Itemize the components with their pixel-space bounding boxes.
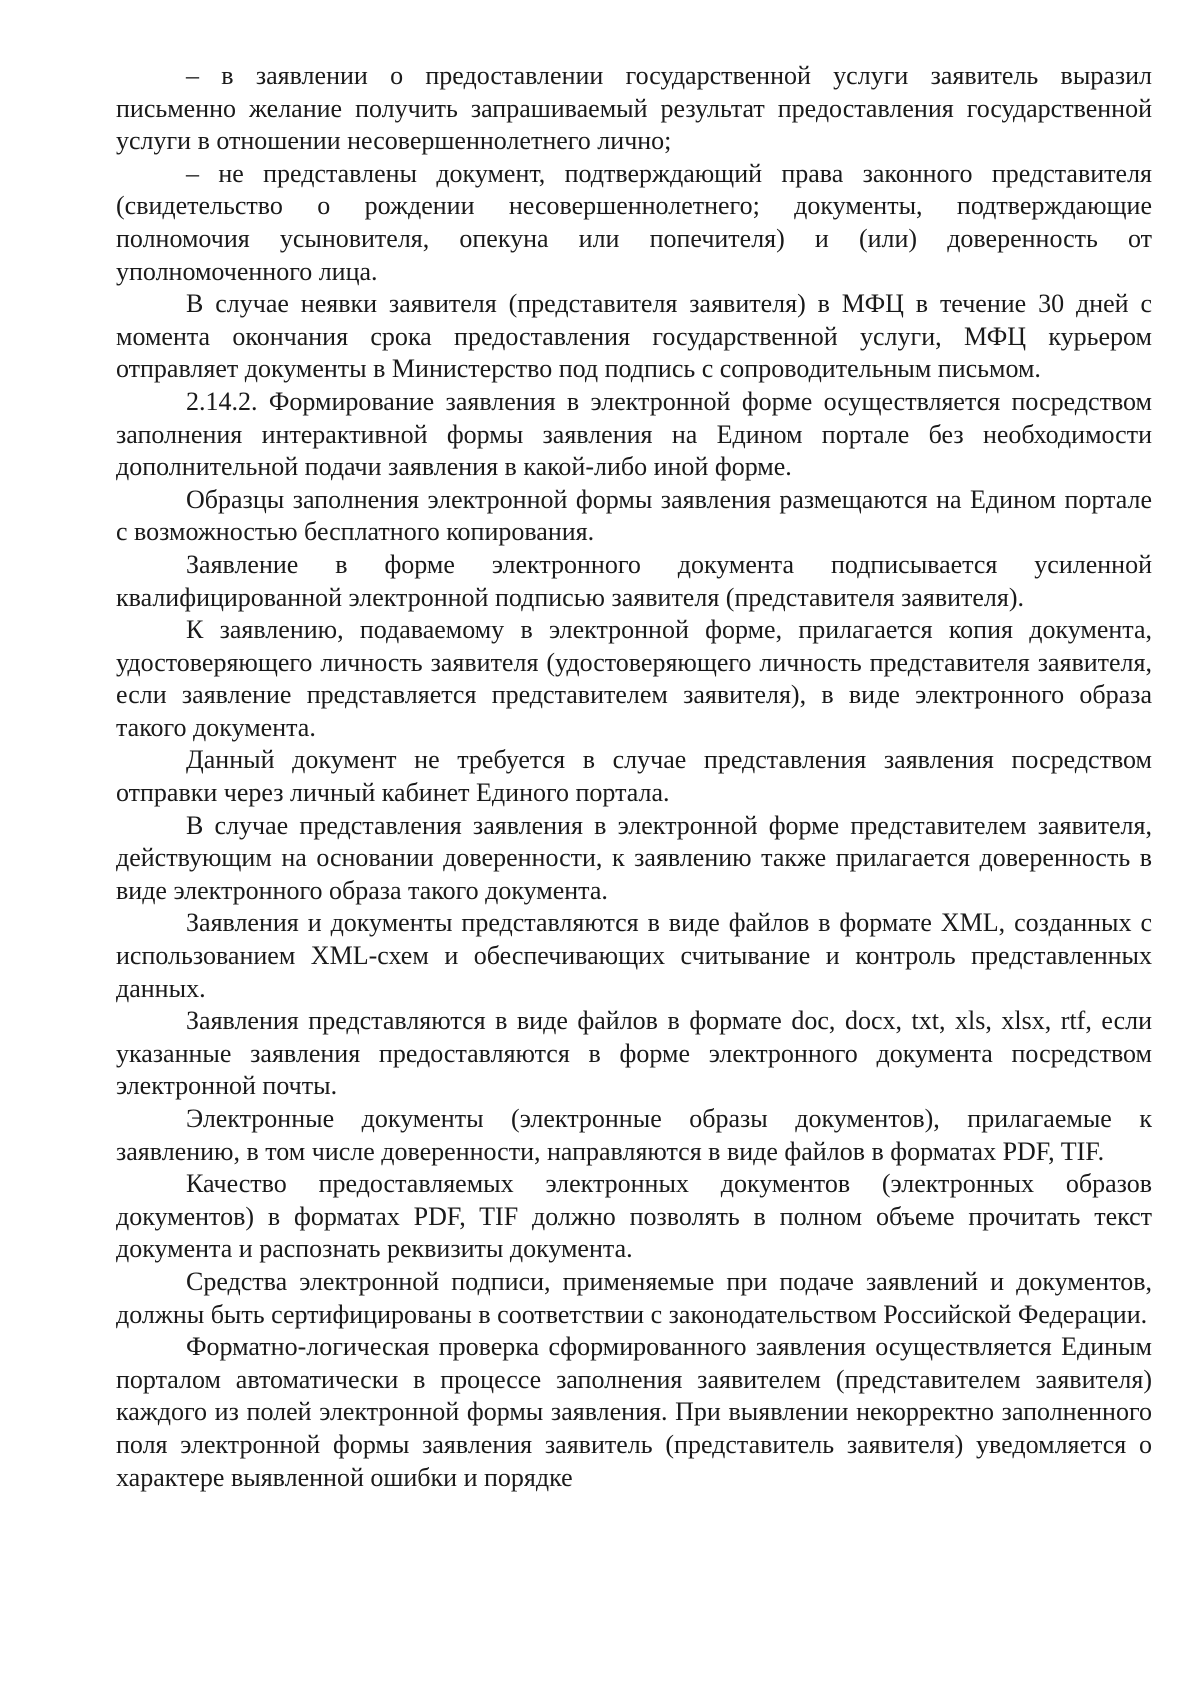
paragraph: Заявления и документы представляются в виде файлов в формате XML, созданных с использованием XML-схем и обеспечивающих считывание и контроль представленных данных. bbox=[116, 908, 1152, 1003]
paragraph: Средства электронной подписи, применяемые при подаче заявлений и документов, должны быть сертифицированы в соответствии с законодательством Российской Федерации. bbox=[116, 1266, 1152, 1329]
paragraph-section-2-14-2: 2.14.2. Формирование заявления в электронной форме осуществляется посредством заполнения интерактивной формы заявления на Едином портале без необходимости дополнительной подачи заявления в какой-либо иной форме. bbox=[116, 386, 1152, 482]
paragraph: Данный документ не требуется в случае представления заявления посредством отправки через личный кабинет Единого портала. bbox=[116, 745, 1152, 808]
paragraph: Заявления представляются в виде файлов в формате doc, docx, txt, xls, xlsx, rtf, если указанные заявления предоставляются в форме электронного документа посредством электронной почты. bbox=[116, 1006, 1152, 1101]
paragraph: В случае представления заявления в электронной форме представителем заявителя, действующим на основании доверенности, к заявлению также прилагается доверенность в виде электронного образа такого документа. bbox=[116, 810, 1152, 905]
paragraph: Образцы заполнения электронной формы заявления размещаются на Едином портале с возможностью бесплатного копирования. bbox=[116, 484, 1152, 547]
paragraph: В случае неявки заявителя (представителя заявителя) в МФЦ в течение 30 дней с момента окончания срока предоставления государственной услуги, МФЦ курьером отправляет документы в Министерство под подпись с сопроводительным письмом. bbox=[116, 289, 1152, 384]
paragraph: К заявлению, подаваемому в электронной форме, прилагается копия документа, удостоверяющего личность заявителя (удостоверяющего личность представителя заявителя, если заявление представляется представителем заявителя), в виде электронного образа такого документа. bbox=[116, 615, 1152, 742]
paragraph: Форматно-логическая проверка сформированного заявления осуществляется Единым порталом автоматически в процессе заполнения заявителем (представителем заявителя) каждого из полей электронной формы заявления. При выявлении некорректно заполненного поля электронной формы заявления заявитель (представитель заявителя) уведомляется о характере выявленной ошибки и порядке bbox=[116, 1332, 1152, 1492]
paragraph-dash-item: – в заявлении о предоставлении государственной услуги заявитель выразил письменно желание получить запрашиваемый результат предоставления государственной услуги в отношении несовершеннолетнего лично; bbox=[116, 61, 1152, 156]
paragraph: Заявление в форме электронного документа подписывается усиленной квалифицированной электронной подписью заявителя (представителя заявителя). bbox=[116, 549, 1152, 612]
paragraph: Качество предоставляемых электронных документов (электронных образов документов) в форматах PDF, TIF должно позволять в полном объеме прочитать текст документа и распознать реквизиты документа. bbox=[116, 1169, 1152, 1264]
paragraph: Электронные документы (электронные образы документов), прилагаемые к заявлению, в том числе доверенности, направляются в виде файлов в форматах PDF, TIF. bbox=[116, 1104, 1152, 1166]
paragraph-dash-item: – не представлены документ, подтверждающий права законного представителя (свидетельство о рождении несовершеннолетнего; документы, подтверждающие полномочия усыновителя, опекуна или попечителя) и (или) доверенность от уполномоченного лица. bbox=[116, 158, 1152, 286]
document-page bbox=[116, 60, 1152, 1494]
